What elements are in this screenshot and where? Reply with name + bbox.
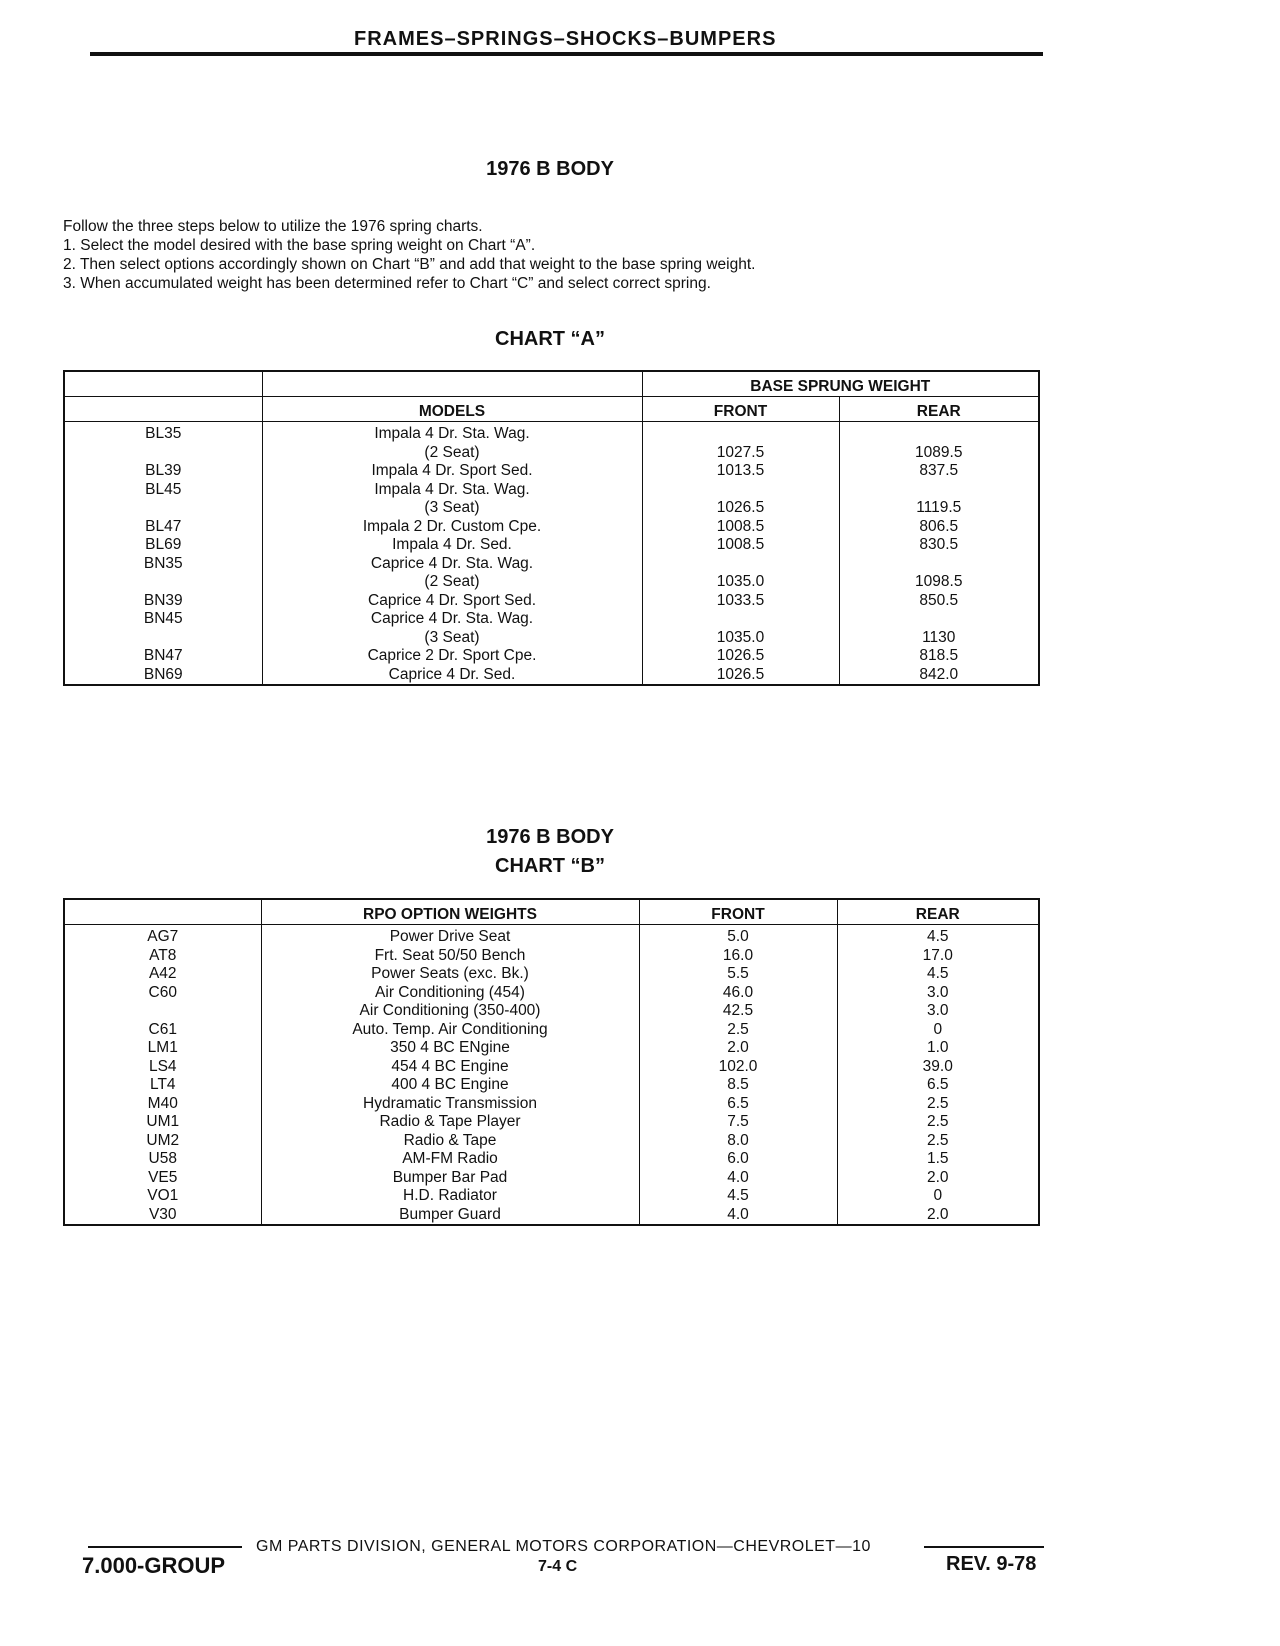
front-weight-cell: 1035.0: [642, 573, 839, 592]
model-name-cell: Impala 4 Dr. Sta. Wag.: [262, 481, 642, 500]
rear-weight-cell: [839, 481, 1039, 500]
table-row: [64, 925, 1039, 947]
model-name-cell: Caprice 4 Dr. Sport Sed.: [262, 592, 642, 611]
table-row: [64, 444, 1039, 463]
front-weight-cell: 1027.5: [642, 444, 839, 463]
option-name-cell: Radio & Tape: [261, 1132, 639, 1151]
front-weight-cell: 102.0: [639, 1058, 837, 1077]
rpo-code-cell: U58: [148, 1150, 177, 1167]
model-name-cell: Impala 4 Dr. Sed.: [262, 536, 642, 555]
rpo-code-cell: C61: [148, 1020, 177, 1038]
model-code-cell: BN39: [143, 591, 183, 609]
rear-weight-cell: [839, 555, 1039, 574]
front-weight-cell: 6.0: [639, 1150, 837, 1169]
table-row: [64, 965, 1039, 984]
table-row: [64, 1150, 1039, 1169]
table-row: [64, 592, 1039, 611]
page-header-title: FRAMES–SPRINGS–SHOCKS–BUMPERS: [354, 28, 777, 50]
option-name-cell: Hydramatic Transmission: [261, 1095, 639, 1114]
rpo-code-cell: AT8: [149, 946, 177, 964]
table-row: [64, 1076, 1039, 1095]
model-code-cell: BN47: [143, 647, 183, 664]
front-weight-cell: 1033.5: [642, 592, 839, 611]
table-row: [64, 555, 1039, 574]
front-weight-cell: 16.0: [639, 947, 837, 966]
instructions: [63, 217, 1063, 293]
chart-b-code-header: [64, 899, 261, 925]
rear-weight-cell: [839, 610, 1039, 629]
front-weight-cell: 1026.5: [642, 499, 839, 518]
rear-weight-cell: 3.0: [837, 984, 1039, 1003]
table-row: [64, 647, 1039, 666]
rear-weight-cell: 1098.5: [839, 573, 1039, 592]
table-row: [64, 462, 1039, 481]
table-row: [64, 1206, 1039, 1226]
table-row: [64, 1169, 1039, 1188]
option-name-cell: H.D. Radiator: [261, 1187, 639, 1206]
table-row: [64, 947, 1039, 966]
model-name-cell: Impala 4 Dr. Sport Sed.: [262, 462, 642, 481]
rpo-code-cell: V30: [148, 1205, 177, 1223]
rear-weight-cell: 4.5: [837, 965, 1039, 984]
option-name-cell: Bumper Bar Pad: [261, 1169, 639, 1188]
rear-weight-cell: 2.5: [837, 1132, 1039, 1151]
front-weight-cell: [642, 555, 839, 574]
front-weight-cell: [642, 422, 839, 444]
front-weight-cell: 46.0: [639, 984, 837, 1003]
model-code-cell: [64, 499, 262, 518]
footer-revision: REV. 9-78: [946, 1553, 1037, 1575]
header-rule: [90, 52, 1043, 56]
model-name-cell: Caprice 4 Dr. Sta. Wag.: [262, 610, 642, 629]
rear-weight-cell: 39.0: [837, 1058, 1039, 1077]
table-row: [64, 1187, 1039, 1206]
table-row: [64, 1095, 1039, 1114]
chart-a-table: [63, 370, 1040, 686]
model-code-cell: [64, 629, 262, 648]
front-weight-cell: 6.5: [639, 1095, 837, 1114]
rpo-code-cell: A42: [148, 965, 177, 982]
rpo-code-cell: C60: [148, 983, 177, 1001]
rear-weight-cell: 1.0: [837, 1039, 1039, 1058]
model-code-cell: BN35: [143, 554, 183, 572]
rear-weight-cell: 0: [837, 1021, 1039, 1040]
option-name-cell: 350 4 BC ENgine: [261, 1039, 639, 1058]
chart-a-rear-header: REAR: [839, 397, 1039, 422]
section-b-title: 1976 B BODY: [486, 826, 614, 848]
rpo-code-cell: [64, 1002, 261, 1021]
chart-b-options-header: RPO OPTION WEIGHTS: [261, 899, 639, 925]
rear-weight-cell: 850.5: [839, 592, 1039, 611]
front-weight-cell: 1008.5: [642, 518, 839, 537]
rear-weight-cell: 3.0: [837, 1002, 1039, 1021]
front-weight-cell: 8.5: [639, 1076, 837, 1095]
chart-b-rear-header: REAR: [837, 899, 1039, 925]
footer-page-number: 7-4 C: [538, 1558, 578, 1575]
front-weight-cell: 8.0: [639, 1132, 837, 1151]
table-row: [64, 629, 1039, 648]
table-row: [64, 984, 1039, 1003]
model-code-cell: BN45: [143, 610, 183, 627]
model-code-cell: BL35: [145, 425, 182, 442]
front-weight-cell: 2.0: [639, 1039, 837, 1058]
option-name-cell: Frt. Seat 50/50 Bench: [261, 947, 639, 966]
rear-weight-cell: 2.5: [837, 1095, 1039, 1114]
model-name-cell: (3 Seat): [262, 629, 642, 648]
rear-weight-cell: 4.5: [837, 925, 1039, 947]
table-row: [64, 1021, 1039, 1040]
option-name-cell: 454 4 BC Engine: [261, 1058, 639, 1077]
rpo-code-cell: LS4: [148, 1057, 177, 1075]
option-name-cell: Auto. Temp. Air Conditioning: [261, 1021, 639, 1040]
table-row: [64, 1113, 1039, 1132]
table-row: [64, 610, 1039, 629]
rpo-code-cell: VE5: [148, 1168, 178, 1186]
rpo-code-cell: LM1: [147, 1039, 178, 1056]
table-row: [64, 1058, 1039, 1077]
chart-a-blank-header: [262, 371, 642, 397]
model-name-cell: (2 Seat): [262, 573, 642, 592]
front-weight-cell: 2.5: [639, 1021, 837, 1040]
footer-group: 7.000-GROUP: [82, 1553, 226, 1578]
rear-weight-cell: 806.5: [839, 518, 1039, 537]
rear-weight-cell: 1119.5: [839, 499, 1039, 518]
rpo-code-cell: AG7: [147, 928, 179, 945]
rear-weight-cell: 830.5: [839, 536, 1039, 555]
footer-rule-right: [924, 1546, 1044, 1548]
chart-a-title: CHART “A”: [495, 328, 605, 350]
model-code-cell: BL45: [145, 480, 182, 498]
model-code-cell: BL69: [145, 536, 182, 553]
option-name-cell: Air Conditioning (454): [261, 984, 639, 1003]
rear-weight-cell: 17.0: [837, 947, 1039, 966]
rear-weight-cell: 1.5: [837, 1150, 1039, 1169]
rear-weight-cell: 2.5: [837, 1113, 1039, 1132]
rear-weight-cell: 2.0: [837, 1206, 1039, 1226]
table-row: [64, 1132, 1039, 1151]
rpo-code-cell: VO1: [147, 1187, 179, 1204]
rear-weight-cell: 6.5: [837, 1076, 1039, 1095]
model-name-cell: Impala 2 Dr. Custom Cpe.: [262, 518, 642, 537]
front-weight-cell: 5.0: [639, 925, 837, 947]
rpo-code-cell: UM1: [146, 1113, 180, 1130]
table-row: [64, 1039, 1039, 1058]
chart-a-code-header: [64, 397, 262, 422]
front-weight-cell: [642, 481, 839, 500]
option-name-cell: 400 4 BC Engine: [261, 1076, 639, 1095]
instruction-step-3: 3. When accumulated weight has been determined refer to Chart “C” and select correct spring.: [63, 275, 711, 292]
table-row: [64, 499, 1039, 518]
chart-a-models-header: MODELS: [262, 397, 642, 422]
rpo-code-cell: UM2: [146, 1131, 180, 1149]
rear-weight-cell: 0: [837, 1187, 1039, 1206]
rear-weight-cell: 818.5: [839, 647, 1039, 666]
instruction-step-2: 2. Then select options accordingly shown on Chart “B” and add that weight to the base spring weight.: [63, 256, 756, 273]
table-row: [64, 518, 1039, 537]
instruction-step-1: 1. Select the model desired with the base spring weight on Chart “A”.: [63, 237, 536, 254]
model-code-cell: BL47: [145, 517, 182, 535]
section-a-title: 1976 B BODY: [486, 158, 614, 180]
rear-weight-cell: 1130: [839, 629, 1039, 648]
option-name-cell: Radio & Tape Player: [261, 1113, 639, 1132]
option-name-cell: Air Conditioning (350-400): [261, 1002, 639, 1021]
table-row: [64, 666, 1039, 686]
front-weight-cell: 1008.5: [642, 536, 839, 555]
model-name-cell: Impala 4 Dr. Sta. Wag.: [262, 422, 642, 444]
front-weight-cell: 1026.5: [642, 666, 839, 686]
table-row: [64, 422, 1039, 444]
front-weight-cell: 5.5: [639, 965, 837, 984]
front-weight-cell: [642, 610, 839, 629]
front-weight-cell: 1013.5: [642, 462, 839, 481]
model-code-cell: [64, 444, 262, 463]
chart-b-front-header: FRONT: [639, 899, 837, 925]
rpo-code-cell: M40: [147, 1094, 178, 1112]
rear-weight-cell: [839, 422, 1039, 444]
instruction-intro: Follow the three steps below to utilize the 1976 spring charts.: [63, 218, 483, 235]
chart-a-group-header: BASE SPRUNG WEIGHT: [642, 371, 1039, 397]
front-weight-cell: 4.5: [639, 1187, 837, 1206]
rear-weight-cell: 842.0: [839, 666, 1039, 686]
front-weight-cell: 42.5: [639, 1002, 837, 1021]
option-name-cell: Power Seats (exc. Bk.): [261, 965, 639, 984]
model-code-cell: BL39: [145, 462, 182, 479]
model-code-cell: [64, 573, 262, 592]
option-name-cell: AM-FM Radio: [261, 1150, 639, 1169]
table-row: [64, 1002, 1039, 1021]
table-row: [64, 573, 1039, 592]
chart-a-blank-header: [64, 371, 262, 397]
chart-b-table: [63, 898, 1040, 1226]
model-name-cell: (2 Seat): [262, 444, 642, 463]
rear-weight-cell: 837.5: [839, 462, 1039, 481]
rear-weight-cell: 1089.5: [839, 444, 1039, 463]
chart-a-front-header: FRONT: [642, 397, 839, 422]
option-name-cell: Bumper Guard: [261, 1206, 639, 1226]
table-row: [64, 481, 1039, 500]
model-name-cell: Caprice 2 Dr. Sport Cpe.: [262, 647, 642, 666]
front-weight-cell: 7.5: [639, 1113, 837, 1132]
rear-weight-cell: 2.0: [837, 1169, 1039, 1188]
chart-b-title: CHART “B”: [495, 855, 605, 877]
front-weight-cell: 4.0: [639, 1169, 837, 1188]
front-weight-cell: 1026.5: [642, 647, 839, 666]
model-name-cell: Caprice 4 Dr. Sed.: [262, 666, 642, 686]
model-name-cell: (3 Seat): [262, 499, 642, 518]
front-weight-cell: 4.0: [639, 1206, 837, 1226]
footer-division: GM PARTS DIVISION, GENERAL MOTORS CORPORATION—CHEVROLET—10: [256, 1538, 871, 1555]
model-name-cell: Caprice 4 Dr. Sta. Wag.: [262, 555, 642, 574]
footer-rule-left: [88, 1546, 242, 1548]
table-row: [64, 536, 1039, 555]
model-code-cell: BN69: [143, 665, 183, 683]
front-weight-cell: 1035.0: [642, 629, 839, 648]
rpo-code-cell: LT4: [149, 1076, 176, 1093]
option-name-cell: Power Drive Seat: [261, 925, 639, 947]
